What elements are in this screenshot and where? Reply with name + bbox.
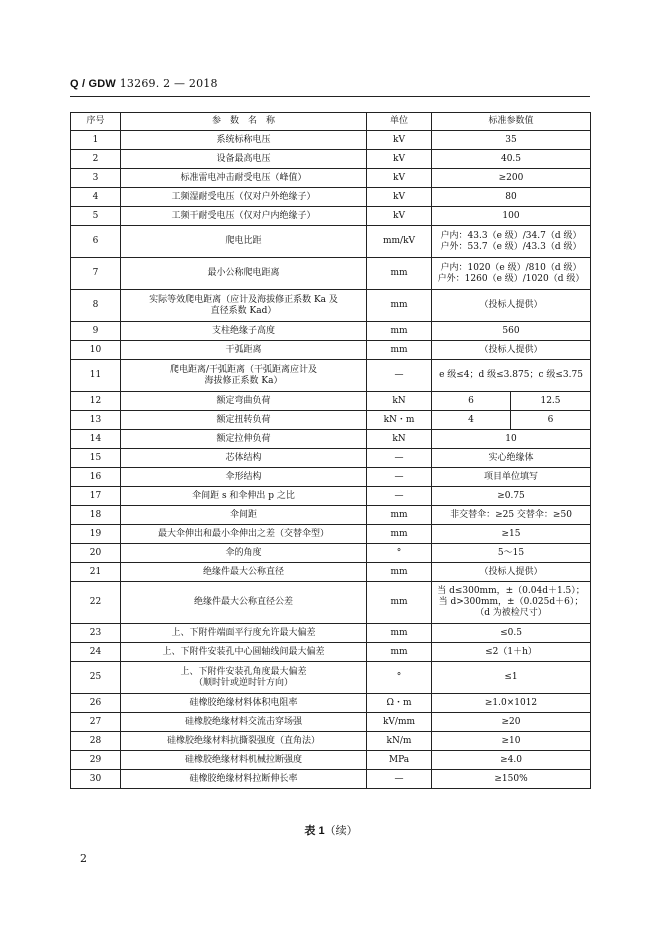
parameter-name-cell: 干弧距离 (121, 341, 367, 360)
column-header-name: 参 数 名 称 (121, 113, 367, 131)
column-header-no: 序号 (71, 113, 121, 131)
table-row (71, 131, 591, 150)
table-row (71, 430, 591, 449)
value-cell: 40.5 (432, 150, 591, 169)
row-number-cell: 13 (71, 411, 121, 430)
table-row (71, 713, 591, 732)
unit-cell: mm (367, 525, 432, 544)
unit-cell: — (367, 449, 432, 468)
parameter-name-cell: 爬电距离/干弧距离（干弧距离应计及 海拔修正系数 Ka） (121, 360, 367, 392)
row-number-cell: 27 (71, 713, 121, 732)
page-number: 2 (80, 852, 87, 865)
value-cell: ≥0.75 (432, 487, 591, 506)
table-row (71, 150, 591, 169)
table-row (71, 506, 591, 525)
parameter-name-cell: 绝缘件最大公称直径 (121, 563, 367, 582)
value-cell-b: 12.5 (511, 392, 591, 411)
document-code-prefix: Q / GDW (70, 78, 117, 90)
value-cell-b: 6 (511, 411, 591, 430)
parameter-name-cell: 设备最高电压 (121, 150, 367, 169)
value-cell: ≤2（1＋h） (432, 643, 591, 662)
table-row (71, 751, 591, 770)
document-code (70, 77, 218, 90)
parameter-name-cell: 芯体结构 (121, 449, 367, 468)
value-cell: 户内：1020（e 级）/810（d 级） 户外：1260（e 级）/1020（d 级） (432, 258, 591, 290)
parameter-name-cell: 硅橡胶绝缘材料抗撕裂强度（直角法） (121, 732, 367, 751)
unit-cell: mm (367, 258, 432, 290)
unit-cell: ° (367, 544, 432, 563)
unit-cell: mm (367, 563, 432, 582)
row-number-cell: 1 (71, 131, 121, 150)
parameter-name-cell: 实际等效爬电距离（应计及海拔修正系数 Ka 及 直径系数 Kad） (121, 290, 367, 322)
parameter-name-cell: 上、下附件安装孔角度最大偏差 （顺时针或逆时针方向） (121, 662, 367, 694)
value-cell: （投标人提供） (432, 563, 591, 582)
row-number-cell: 28 (71, 732, 121, 751)
unit-cell: mm (367, 290, 432, 322)
row-number-cell: 21 (71, 563, 121, 582)
value-cell: 10 (432, 430, 591, 449)
value-cell: 当 d≤300mm，±（0.04d＋1.5）； 当 d>300mm，±（0.025d＋6）； （d 为被检尺寸） (432, 582, 591, 624)
row-number-cell: 3 (71, 169, 121, 188)
unit-cell: mm (367, 341, 432, 360)
parameter-name-cell: 额定扭转负荷 (121, 411, 367, 430)
table-row (71, 226, 591, 258)
table-row (71, 643, 591, 662)
unit-cell: kN (367, 430, 432, 449)
parameter-name-cell: 伞的角度 (121, 544, 367, 563)
row-number-cell: 22 (71, 582, 121, 624)
table-row (71, 732, 591, 751)
row-number-cell: 20 (71, 544, 121, 563)
table-row (71, 392, 591, 411)
value-cell: e 级≤4；d 级≤3.875；c 级≤3.75 (432, 360, 591, 392)
unit-cell: mm (367, 643, 432, 662)
row-number-cell: 2 (71, 150, 121, 169)
table-row (71, 322, 591, 341)
row-number-cell: 14 (71, 430, 121, 449)
parameter-name-cell: 标准雷电冲击耐受电压（峰值） (121, 169, 367, 188)
unit-cell: kN (367, 392, 432, 411)
parameter-name-cell: 硅橡胶绝缘材料交流击穿场强 (121, 713, 367, 732)
unit-cell: — (367, 360, 432, 392)
value-cell: ≥4.0 (432, 751, 591, 770)
parameter-name-cell: 最小公称爬电距离 (121, 258, 367, 290)
row-number-cell: 5 (71, 207, 121, 226)
parameter-name-cell: 支柱绝缘子高度 (121, 322, 367, 341)
unit-cell: MPa (367, 751, 432, 770)
row-number-cell: 29 (71, 751, 121, 770)
value-cell: 80 (432, 188, 591, 207)
unit-cell: Ω・m (367, 694, 432, 713)
value-cell: 户内：43.3（e 级）/34.7（d 级） 户外：53.7（e 级）/43.3（d 级） (432, 226, 591, 258)
table-body (71, 131, 591, 789)
table-row (71, 360, 591, 392)
column-header-unit: 单位 (367, 113, 432, 131)
unit-cell: mm (367, 322, 432, 341)
value-cell: 非交替伞：≥25 交替伞：≥50 (432, 506, 591, 525)
table-row (71, 449, 591, 468)
table-row (71, 341, 591, 360)
table-row (71, 487, 591, 506)
table-row (71, 169, 591, 188)
value-cell: ≥20 (432, 713, 591, 732)
row-number-cell: 19 (71, 525, 121, 544)
unit-cell: kN/m (367, 732, 432, 751)
parameter-name-cell: 系统标称电压 (121, 131, 367, 150)
value-cell: 项目单位填写 (432, 468, 591, 487)
unit-cell: kV/mm (367, 713, 432, 732)
value-cell: ≤1 (432, 662, 591, 694)
value-cell: 35 (432, 131, 591, 150)
row-number-cell: 12 (71, 392, 121, 411)
parameter-name-cell: 伞间距 (121, 506, 367, 525)
parameter-name-cell: 爬电比距 (121, 226, 367, 258)
row-number-cell: 8 (71, 290, 121, 322)
value-cell-a: 6 (432, 392, 511, 411)
unit-cell: mm (367, 624, 432, 643)
value-cell: （投标人提供） (432, 341, 591, 360)
caption-suffix: （续） (324, 824, 358, 837)
row-number-cell: 6 (71, 226, 121, 258)
unit-cell: kV (367, 150, 432, 169)
row-number-cell: 4 (71, 188, 121, 207)
unit-cell: kV (367, 169, 432, 188)
table-row (71, 411, 591, 430)
table-row (71, 290, 591, 322)
table-row (71, 468, 591, 487)
parameter-name-cell: 伞形结构 (121, 468, 367, 487)
parameter-name-cell: 最大伞伸出和最小伞伸出之差（交替伞型） (121, 525, 367, 544)
row-number-cell: 26 (71, 694, 121, 713)
value-cell: （投标人提供） (432, 290, 591, 322)
row-number-cell: 16 (71, 468, 121, 487)
parameter-table (70, 112, 591, 789)
value-cell: ≥10 (432, 732, 591, 751)
row-number-cell: 9 (71, 322, 121, 341)
row-number-cell: 24 (71, 643, 121, 662)
table-row (71, 563, 591, 582)
row-number-cell: 15 (71, 449, 121, 468)
document-code-number: 13269. 2 — 2018 (119, 77, 218, 90)
unit-cell: mm (367, 582, 432, 624)
parameter-name-cell: 上、下附件端面平行度允许最大偏差 (121, 624, 367, 643)
value-cell: 560 (432, 322, 591, 341)
unit-cell: kV (367, 131, 432, 150)
unit-cell: kN・m (367, 411, 432, 430)
parameter-name-cell: 额定弯曲负荷 (121, 392, 367, 411)
parameter-name-cell: 上、下附件安装孔中心圆轴线间最大偏差 (121, 643, 367, 662)
table-row (71, 525, 591, 544)
parameter-name-cell: 伞间距 s 和伞伸出 p 之比 (121, 487, 367, 506)
column-header-value: 标准参数值 (432, 113, 591, 131)
table-header-row (71, 113, 591, 131)
table-row (71, 582, 591, 624)
unit-cell: — (367, 468, 432, 487)
table-row (71, 207, 591, 226)
row-number-cell: 7 (71, 258, 121, 290)
table-row (71, 770, 591, 789)
row-number-cell: 11 (71, 360, 121, 392)
table-row (71, 694, 591, 713)
unit-cell: — (367, 487, 432, 506)
table-row (71, 624, 591, 643)
value-cell: ≥150% (432, 770, 591, 789)
parameter-name-cell: 硅橡胶绝缘材料体积电阻率 (121, 694, 367, 713)
unit-cell: — (367, 770, 432, 789)
row-number-cell: 10 (71, 341, 121, 360)
parameter-name-cell: 绝缘件最大公称直径公差 (121, 582, 367, 624)
parameter-name-cell: 硅橡胶绝缘材料机械拉断强度 (121, 751, 367, 770)
value-cell: 100 (432, 207, 591, 226)
parameter-name-cell: 硅橡胶绝缘材料拉断伸长率 (121, 770, 367, 789)
table-caption (0, 822, 662, 838)
unit-cell: kV (367, 207, 432, 226)
row-number-cell: 30 (71, 770, 121, 789)
value-cell: ≤0.5 (432, 624, 591, 643)
unit-cell: ° (367, 662, 432, 694)
row-number-cell: 18 (71, 506, 121, 525)
caption-label: 表 1 (304, 825, 325, 837)
value-cell-a: 4 (432, 411, 511, 430)
parameter-name-cell: 工频干耐受电压（仅对户内绝缘子） (121, 207, 367, 226)
value-cell: ≥200 (432, 169, 591, 188)
value-cell: 实心绝缘体 (432, 449, 591, 468)
value-cell: ≥1.0×1012 (432, 694, 591, 713)
unit-cell: mm (367, 506, 432, 525)
unit-cell: mm/kV (367, 226, 432, 258)
value-cell: ≥15 (432, 525, 591, 544)
row-number-cell: 23 (71, 624, 121, 643)
table-row (71, 544, 591, 563)
table-row (71, 258, 591, 290)
parameter-name-cell: 工频湿耐受电压（仅对户外绝缘子） (121, 188, 367, 207)
value-cell: 5～15 (432, 544, 591, 563)
table-row (71, 662, 591, 694)
table-row (71, 188, 591, 207)
row-number-cell: 17 (71, 487, 121, 506)
unit-cell: kV (367, 188, 432, 207)
header-rule (70, 96, 590, 97)
row-number-cell: 25 (71, 662, 121, 694)
parameter-name-cell: 额定拉伸负荷 (121, 430, 367, 449)
